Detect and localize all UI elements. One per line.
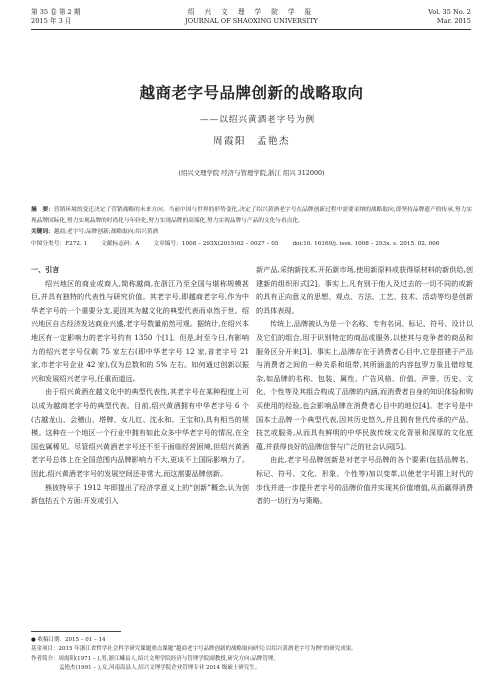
article-number: 文章编号：1008 – 293X(2015)02 – 0027 – 05 [153,241,279,247]
body-paragraph: 由此,老字号品牌创新是对老字号品牌的各个要素(包括品牌名、标记、符号、文化、形象、个性等)加以变革,以使老字号跟上时代的步伐并进一步提升老字号的品牌价值并实现其价值增值,从而赢得消费者的一切行为与策略。 [256,455,473,506]
body-column-left [31,263,249,508]
body-paragraph-continued: 新产品,采纳新技术,开拓新市场,使用新原料或获得原材料的新供给,创建新的组织形式[2]。事实上,凡有别于他人及过去的一切不同的或新的具有正向意义的思想、观点、方法、工艺、技术、活动等均是创新的具体表现。 [256,265,473,315]
header-date: 2015 年 3 月 [31,16,72,25]
footnote-rule [31,631,121,632]
article-subtitle: ——以绍兴黄酒老字号为例 [200,115,316,125]
journal-name-cn: 绍 兴 文 理 学 院 学 报 [187,8,316,16]
abstract-text: 营销环境的变迁决定了营销战略的未来方向。当前中国与世界的形势变化,决定了绍兴黄酒老字号在品牌创新过程中需要采纳的战略取向,即坚持品牌遗产的传承,努力实现品牌国际化,努力实现品牌的时尚化与年轻化,努力实现品牌的高端化,努力实现品牌与产品的文化与看点化。 [31,207,473,225]
body-paragraph: 绍兴地区的商业或商人,简称越商,在浙江乃至全国与堪称规模甚巨,并具有独特的代表性与研究价值。其老字号,即越商老字号,作为中华老字号的一个重要分支,更因其为越文化的典型代表而卓然于世。绍兴地区自古经济发达商业兴盛,老字号数量前然可观。据统计,在绍兴本地区有一定影响力的老字号约有 1350 个[1]。但是,时至今日,有影响力的绍兴老字号仅剩 75 家左右(即中华老字号 12 家,省老字号 21 家,市老字号企业 42 家),仅为总数和的 5% 左右。如何通过创新以振兴和发展绍兴老字号,任重而道远。 [31,278,249,383]
section-heading-intro: 一、引言 [31,265,60,274]
header-volume-issue: 第 35 卷 第 2 期 [31,8,81,16]
document-code: 文献标志码：A [101,241,140,247]
doi: doi:10. 16169/j. issn. 1008 – 293x. s. 2015. 02. 006 [292,241,440,247]
keywords [31,227,472,238]
clc-number: 中图分类号：F272. 1 [31,241,88,247]
header-volume-en [428,8,471,25]
header-rule [31,29,471,30]
body-paragraph: 传统上,品牌被认为是一个名称、专有名词、标记、符号、设计以及它们的组合,用于识别特定的商品或服务,以使其与竞争者的商品和服务区分开来[3]。事实上,品牌存在于消费者心目中,它是搭建于产品与消费者之间的一种关系和纽带,其所涵盖的内容包罗万象且错综复杂,如品牌的名称、包装、属性、广告风格、价值、声誉、历史、文化、个性等及其组合构成了品牌的内涵,而消费者自身的知识体验和购买使用的经验,也会影响品牌在消费者心目中的地位[4]。老字号是中国本土品牌一个典型代表,因其历史悠久,并且拥有世代传承的产品、技艺或服务,从而具有鲜明的中华民族传统文化背景和深厚的文化底蕴,并获得良好的品牌信誉与广泛的社会认同[5]。 [256,319,473,451]
author-affiliation: (绍兴文理学院 经济与管理学院,浙江 绍兴 312000) [178,169,325,177]
body-column-right [256,263,473,508]
journal-name-en: JOURNAL OF SHAOXING UNIVERSITY [185,16,318,25]
article-authors: 周霞阳 孟艳杰 [212,136,290,147]
abstract-label: 摘 要： [31,207,54,213]
article-meta [31,239,472,250]
body-paragraph: 熊彼特早于 1912 年即提出了经济学意义上的“创新”概念,认为创新包括五个方面:开发或引入 [31,482,249,506]
keywords-label: 关键词： [31,229,54,235]
footnote-author2: 孟艳杰(1991 – ),女,河南嵩县人,绍兴文理学院企业管理专业 2014 级硕士研究生。 [59,665,261,671]
header-volume [31,8,80,25]
footnote-fund: 基金项目：2015 年浙江省哲学社会科学研究课题重点课题“越商老字号品牌创新的战略取向研究:以绍兴黄酒老字号为例”的研究成果。 [31,646,357,652]
article-title: 越商老字号品牌创新的战略取向 [139,83,364,102]
keywords-text: 越商;老字号;品牌创新;战略取向;绍兴黄酒 [53,229,159,235]
footnote-received: ● 收稿日期：2015 – 01 – 14 [31,637,106,643]
header-date-en: Mar. 2015 [436,16,471,25]
body-paragraph: 由于绍兴黄酒在越文化中的典型代表性,其老字号在某种程度上可以成为越商老字号的典型代表。目前,绍兴黄酒拥有中华老字号 6 个(古越龙山、会稽山、塔牌、女儿红、沈永和、王宝和),具有相当的规模。这种在一个地区一个行业中拥有如此众多中华老字号的情况,在全国也属稀见。尽管绍兴黄酒老字号还不至于面临经营困境,但绍兴黄酒老字号总体上在全国范围内品牌影响力不大,更谈不上国际影响力了。因此,绍兴黄酒老字号的发展空间还非常大,而这需要品牌创新。 [31,387,249,478]
header-volume-issue-en: Vol. 35 No. 2 [428,8,471,16]
footnote-author1: 作者简介：周霞阳(1971 – ),男,浙江嵊县人,绍兴文理学院经济与管理学院副教授,研究方向:品牌管理。 [31,656,279,662]
abstract [31,205,472,228]
header-journal [140,8,363,25]
